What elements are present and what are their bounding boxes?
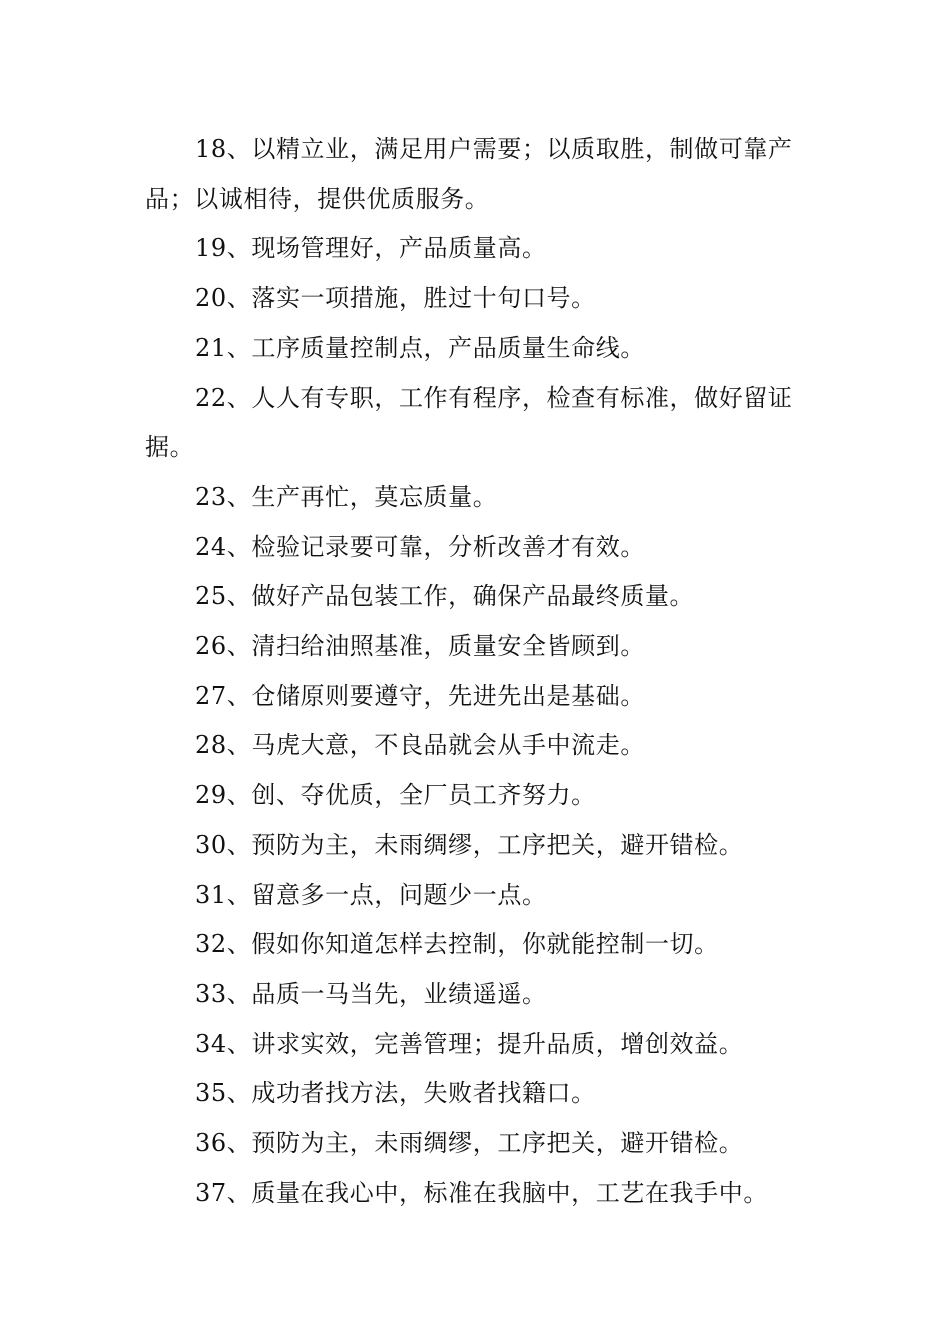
paragraph-25: 25、做好产品包装工作，确保产品最终质量。 xyxy=(195,582,695,611)
paragraph-18: 18、以精立业，满足用户需要；以质取胜，制做可靠产品；以诚相待，提供优质服务。 xyxy=(145,135,793,213)
paragraph-32: 32、假如你知道怎样去控制，你就能控制一切。 xyxy=(195,930,719,959)
paragraph-34: 34、讲求实效，完善管理；提升品质，增创效益。 xyxy=(195,1029,744,1058)
paragraph-28: 28、马虎大意，不良品就会从手中流走。 xyxy=(195,731,645,760)
paragraph-24: 24、检验记录要可靠，分析改善才有效。 xyxy=(195,532,645,561)
paragraph-36: 36、预防为主，未雨绸缪，工序把关，避开错检。 xyxy=(195,1129,744,1158)
paragraph-22: 22、人人有专职，工作有程序，检查有标准，做好留证据。 xyxy=(145,383,793,462)
paragraph-27: 27、仓储原则要遵守，先进先出是基础。 xyxy=(195,681,645,710)
paragraph-21: 21、工序质量控制点，产品质量生命线。 xyxy=(195,333,645,362)
paragraph-29: 29、创、夺优质，全厂员工齐努力。 xyxy=(195,781,596,810)
paragraph-23: 23、生产再忙，莫忘质量。 xyxy=(195,482,498,511)
paragraph-26: 26、清扫给油照基准，质量安全皆顾到。 xyxy=(195,632,645,661)
paragraph-30: 30、预防为主，未雨绸缪，工序把关，避开错检。 xyxy=(195,830,744,859)
paragraph-20: 20、落实一项措施，胜过十句口号。 xyxy=(195,284,596,313)
paragraph-37: 37、质量在我心中，标准在我脑中，工艺在我手中。 xyxy=(195,1178,768,1207)
document-body xyxy=(145,125,810,1218)
paragraph-33: 33、品质一马当先，业绩遥遥。 xyxy=(195,979,547,1008)
paragraph-31: 31、留意多一点，问题少一点。 xyxy=(195,880,547,909)
paragraph-35: 35、成功者找方法，失败者找籍口。 xyxy=(195,1079,596,1108)
paragraph-19: 19、现场管理好，产品质量高。 xyxy=(195,234,547,263)
